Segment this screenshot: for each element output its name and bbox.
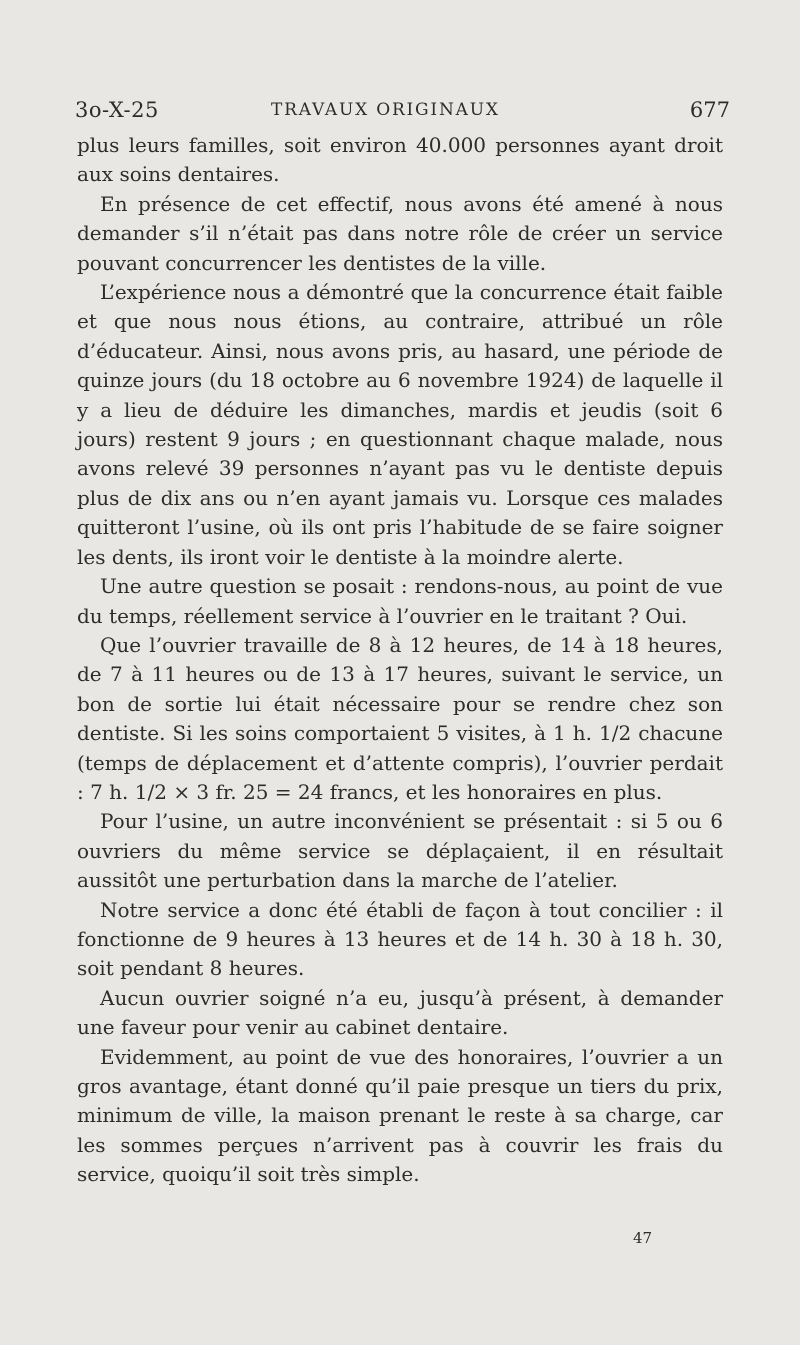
paragraph: Notre service a donc été établi de façon à tout concilier : il fonctionne de 9 heures à 13 heures et de 14 h. 30 à 18 h. 30, soit pendant 8 heures. — [77, 897, 723, 981]
paragraph: Que l’ouvrier travaille de 8 à 12 heures, de 14 à 18 heures, de 7 à 11 heures ou de 13 à 17 heures, suivant le service, un bon de sortie lui était nécessaire pour se rendre chez son dentiste. Si les soins comportaient 5 visites, à 1 h. 1/2 chacune (temps de déplacement et d’attente compris), l’ouvrier perdait : 7 h. 1/2 × 3 fr. 25 = 24 francs, et les honoraires en plus. — [77, 632, 723, 804]
running-head — [75, 94, 730, 126]
paragraph: Pour l’usine, un autre inconvénient se présentait : si 5 ou 6 ouvriers du même service se déplaçaient, il en résultait aussitôt une perturbation dans la marche de l’atelier. — [77, 809, 723, 893]
body-text — [77, 131, 723, 1190]
paragraph: Evidemment, au point de vue des honoraires, l’ouvrier a un gros avantage, étant donné qu’il paie presque un tiers du prix, minimum de ville, la maison prenant le reste à sa charge, car les sommes perçues n’arrivent pas à couvrir les frais du service, quoiqu’il soit très simple. — [77, 1044, 723, 1187]
paragraph: En présence de cet effectif, nous avons été amené à nous demander s’il n’était pas dans notre rôle de créer un service pouvant concurrencer les dentistes de la ville. — [77, 191, 723, 275]
paragraph: L’expérience nous a démontré que la concurrence était faible et que nous nous étions, au contraire, attribué un rôle d’éducateur. Ainsi, nous avons pris, au hasard, une période de quinze jours (du 18 octobre au 6 novembre 1924) de laquelle il y a lieu de déduire les dimanches, mardis et jeudis (soit 6 jours) restent 9 jours ; en questionnant chaque malade, nous avons relevé 39 personnes n’ayant pas vu le dentiste depuis plus de dix ans ou n’en ayant jamais vu. Lorsque ces malades quitteront l’usine, où ils ont pris l’habitude de se faire soigner les dents, ils iront voir le dentiste à la moindre alerte. — [77, 280, 723, 569]
paragraph: Aucun ouvrier soigné n’a eu, jusqu’à présent, à demander une faveur pour venir au cabinet dentaire. — [77, 985, 723, 1040]
header-date: 3o-X-25 — [75, 98, 159, 122]
signature-mark: 47 — [633, 1229, 653, 1247]
header-title: TRAVAUX ORIGINAUX — [271, 100, 500, 120]
page-number: 677 — [689, 98, 730, 122]
paragraph-continuation: plus leurs familles, soit environ 40.000 personnes ayant droit aux soins dentaires. — [77, 133, 723, 187]
paragraph: Une autre question se posait : rendons-nous, au point de vue du temps, réellement service à l’ouvrier en le traitant ? Oui. — [77, 574, 723, 628]
